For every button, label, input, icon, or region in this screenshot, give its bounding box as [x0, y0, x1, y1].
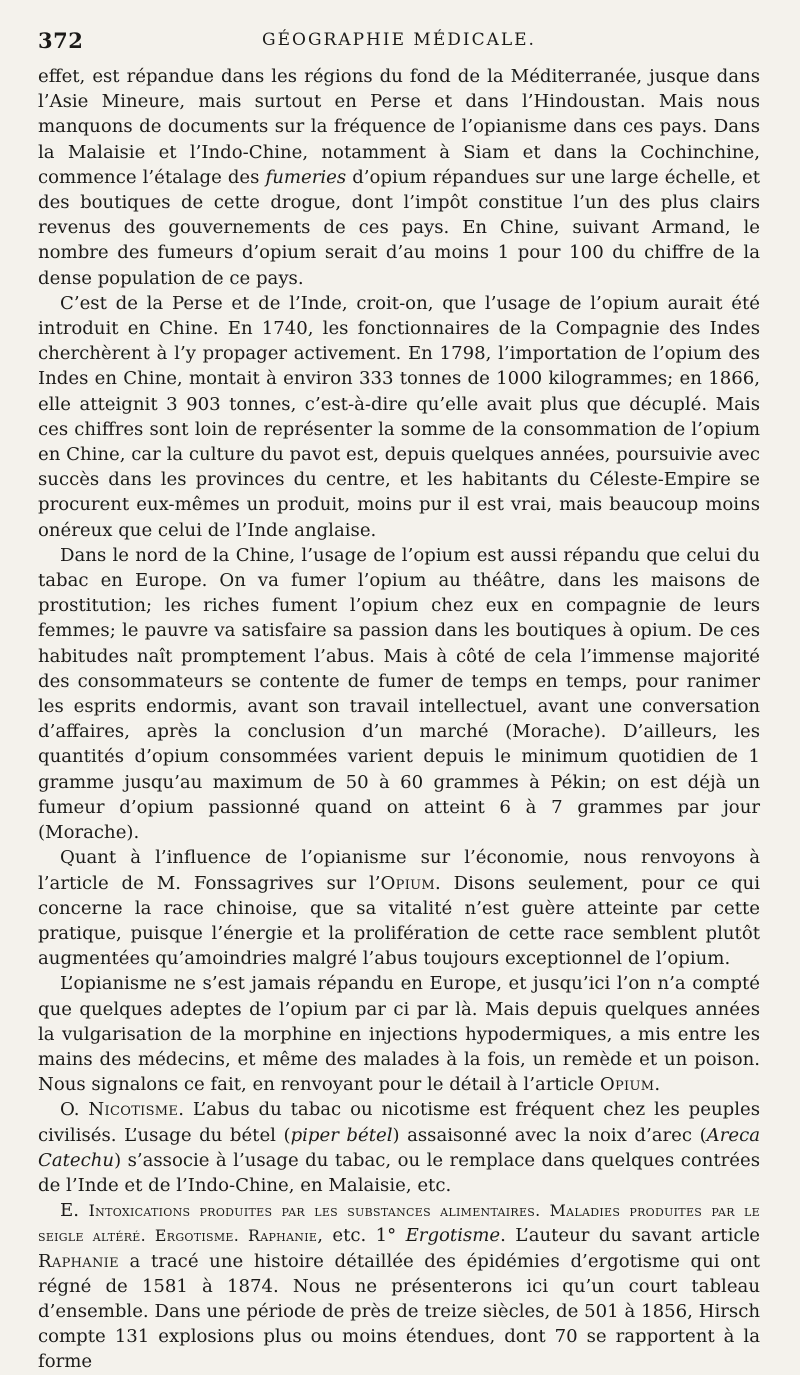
paragraph-opium-regions: effet, est répandue dans les régions du fond de la Méditerranée, jusque dans l’Asie Mineure, mais surtout en Perse et dans l’Hindoustan. Mais nous manquons de documents sur la fréquence de l’opianisme dans ces pays. Dans la Malaisie et l’Indo-Chine, notamment à Siam et dans la Cochinchine, commence l’étalage des fumeries d’opium répandues sur une large échelle, et des boutiques de cette drogue, dont l’impôt constitue l’un des plus clairs revenus des gouvernements de ces pays. En Chine, suivant Armand, le nombre des fumeurs d’opium serait d’au moins 1 pour 100 du chiffre de la dense population de ce pays. [38, 66, 760, 289]
body-text [38, 64, 760, 1375]
paragraph-opium-history: C’est de la Perse et de l’Inde, croit-on, que l’usage de l’opium aurait été introduit en Chine. En 1740, les fonctionnaires de la Compagnie des Indes cherchèrent à l’y propager activement. En 1798, l’importation de l’opium des Indes en Chine, montait à environ 333 tonnes de 1000 kilogrammes; en 1866, elle atteignit 3 903 tonnes, c’est-à-dire qu’elle avait plus que décuplé. Mais ces chiffres sont loin de représenter la somme de la consommation de l’opium en Chine, car la culture du pavot est, depuis quelques années, poursuivie avec succès dans les provinces du centre, et les habitants du Céleste-Empire se procurent eux-mêmes un produit, moins pur il est vrai, mais beaucoup moins onéreux que celui de l’Inde anglaise. [38, 292, 760, 541]
page-number: 372 [38, 28, 84, 53]
page-header [38, 28, 760, 58]
running-title: GÉOGRAPHIE MÉDICALE. [262, 30, 536, 50]
paragraph-opianisme-europe: L’opianisme ne s’est jamais répandu en Europe, et jusqu’ici l’on n’a compté que quelques adeptes de l’opium par ci par là. Mais depuis quelques années la vulgarisation de la morphine en injections hypodermiques, a mis entre les mains des médecins, et même des malades à la fois, un remède et un poison. Nous signalons ce fait, en renvoyant pour le détail à l’article Opium. [38, 973, 760, 1096]
paragraph-opium-north-china: Dans le nord de la Chine, l’usage de l’opium est aussi répandu que celui du tabac en Europe. On va fumer l’opium au théâtre, dans les maisons de prostitution; les riches fument l’opium chez eux en compagnie de leurs femmes; le pauvre va satisfaire sa passion dans les boutiques à opium. De ces habitudes naît promptement l’abus. Mais à côté de cela l’immense majorité des consommateurs se contente de fumer de temps en temps, pour ranimer les esprits endormis, avant son travail intellectuel, avant une conversation d’affaires, après la conclusion d’un marché (Morache). D’ailleurs, les quantités d’opium consommées varient depuis le minimum quotidien de 1 gramme jusqu’au maximum de 50 à 60 grammes à Pékin; on est déjà un fumeur d’opium passionné quand on atteint 6 à 7 grammes par jour (Morache). [38, 544, 760, 844]
paragraph-opianisme-economy: Quant à l’influence de l’opianisme sur l’économie, nous renvoyons à l’article de M. Fonssagrives sur l’Opium. Disons seulement, pour ce qui concerne la race chinoise, que sa vitalité n’est guère atteinte par cette pratique, puisque l’énergie et la prolifération de cette race semblent plutôt augmentées qu’amoindries malgré l’abus toujours exceptionnel de l’opium. [38, 847, 760, 970]
paragraph-nicotisme: O. Nicotisme. L’abus du tabac ou nicotisme est fréquent chez les peuples civilisés. L’usage du bétel (piper bétel) assaisonné avec la noix d’arec (Areca Catechu) s’associe à l’usage du tabac, ou le remplace dans quelques contrées de l’Inde et de l’Indo-Chine, en Malaisie, etc. [38, 1099, 760, 1196]
paragraph-ergotisme: E. Intoxications produites par les substances alimentaires. Maladies produites par le seigle altéré. Ergotisme. Raphanie, etc. 1° Ergotisme. L’auteur du savant article Raphanie a tracé une histoire détaillée des épidémies d’ergotisme qui ont régné de 1581 à 1874. Nous ne présenterons ici qu’un court tableau d’ensemble. Dans une période de près de treize siècles, de 501 à 1856, Hirsch compte 131 explosions plus ou moins étendues, dont 70 se rapportent à la forme [38, 1200, 760, 1373]
